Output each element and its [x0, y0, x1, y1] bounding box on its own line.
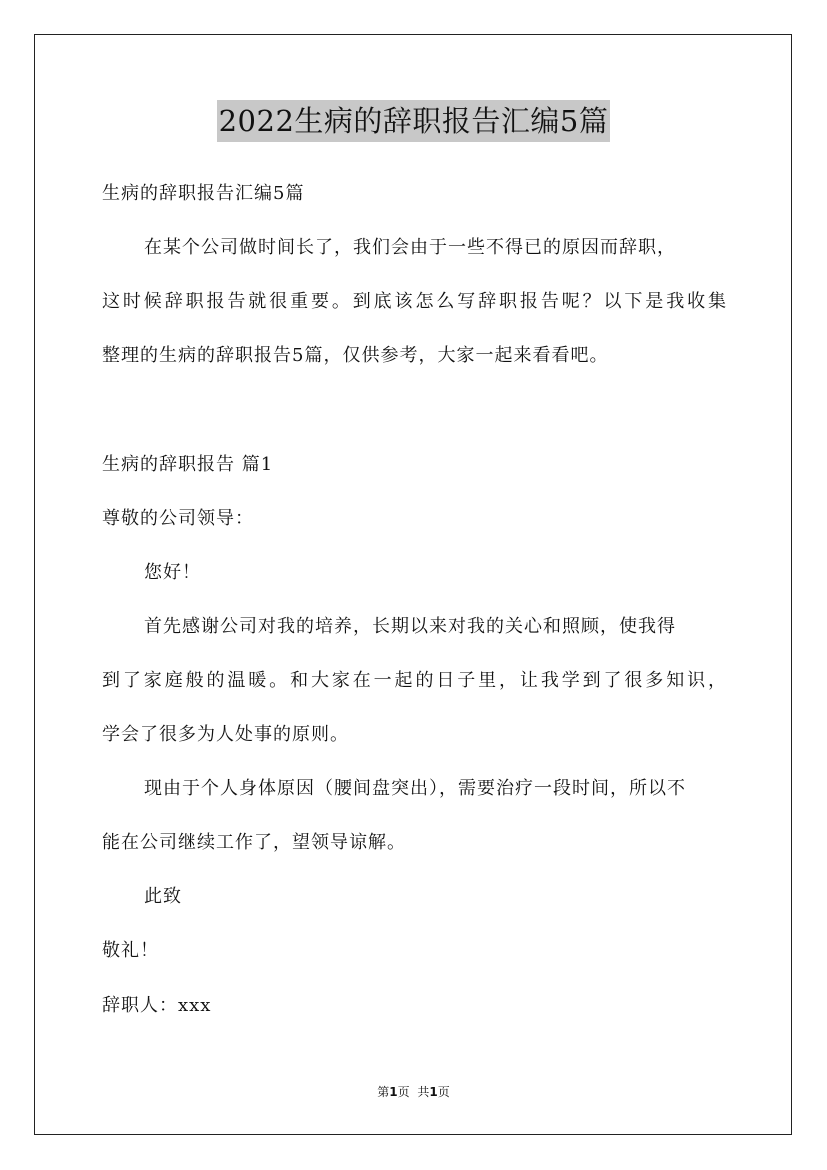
page-prefix: 第 — [377, 1085, 390, 1099]
closing-2: 敬礼！ — [102, 940, 159, 961]
section-heading: 生病的辞职报告 篇1 — [102, 454, 274, 475]
intro-line-2: 这时候辞职报告就很重要。到底该怎么写辞职报告呢？以下是我收集 — [102, 291, 726, 312]
document-title: 2022生病的辞职报告汇编5篇 — [217, 100, 611, 142]
intro-line-1: 在某个公司做时间长了，我们会由于一些不得已的原因而辞职， — [144, 237, 676, 258]
page-total: 1 — [429, 1085, 438, 1099]
page-footer — [0, 1084, 827, 1100]
greeting: 您好！ — [144, 562, 201, 583]
page-suffix: 页 — [397, 1085, 410, 1099]
page-current: 1 — [389, 1085, 398, 1099]
paragraph1-line-2: 到了家庭般的温暖。和大家在一起的日子里，让我学到了很多知识， — [102, 670, 726, 691]
title-container — [0, 100, 827, 142]
total-suffix: 页 — [437, 1085, 450, 1099]
intro-line-3: 整理的生病的辞职报告5篇，仅供参考，大家一起来看看吧。 — [102, 345, 609, 366]
total-prefix: 共 — [417, 1085, 430, 1099]
subtitle: 生病的辞职报告汇编5篇 — [102, 183, 305, 204]
paragraph2-line-1: 现由于个人身体原因（腰间盘突出），需要治疗一段时间，所以不 — [144, 778, 686, 799]
signature: 辞职人：xxx — [102, 995, 212, 1016]
paragraph2-line-2: 能在公司继续工作了，望领导谅解。 — [102, 832, 406, 853]
closing-1: 此致 — [144, 886, 182, 907]
salutation: 尊敬的公司领导： — [102, 508, 254, 529]
paragraph1-line-3: 学会了很多为人处事的原则。 — [102, 724, 349, 745]
paragraph1-line-1: 首先感谢公司对我的培养，长期以来对我的关心和照顾，使我得 — [144, 616, 676, 637]
